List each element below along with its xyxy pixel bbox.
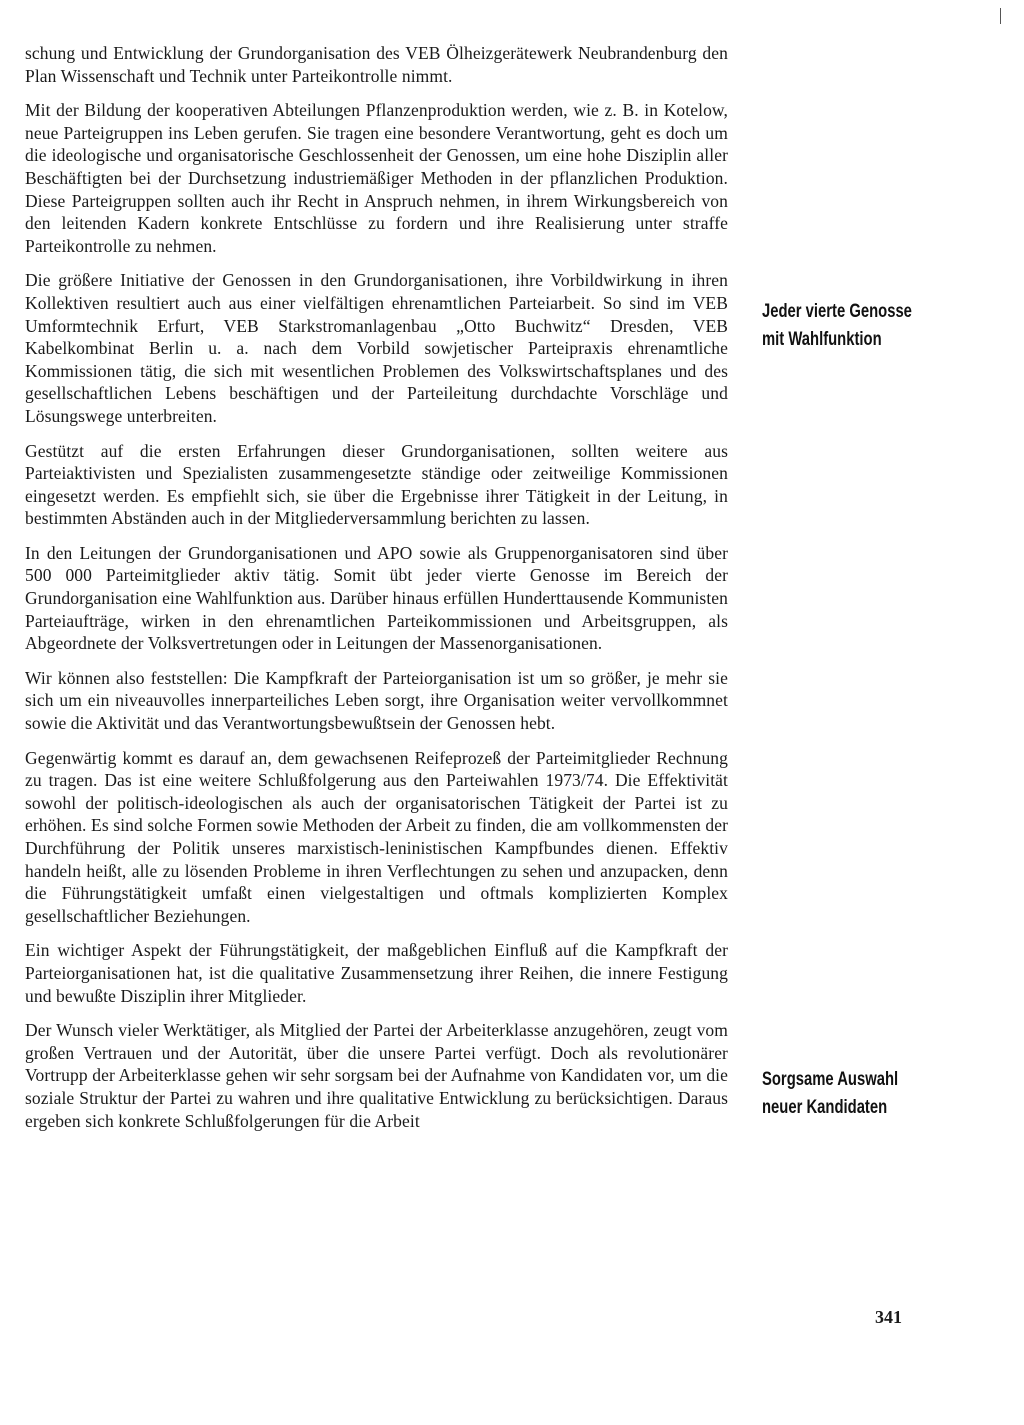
paragraph-9: Der Wunsch vieler Werktätiger, als Mitglied der Partei der Arbeiterklasse anzugehören, zeugt vom großen Vertrauen und der Autorität, über die unsere Partei verfügt. Doch als revolutionärer Vortrupp der Arbeiterklasse gehen wir sehr sorgsam bei der Aufnahme von Kandidaten vor, um die soziale Struktur der Partei zu wahren und ihre qualitative Entwicklung zu berücksichtigen. Daraus ergeben sich konkrete Schlußfolgerungen für die Arbeit (25, 1020, 728, 1131)
side-heading-kandidaten (762, 1066, 949, 1122)
edge-mark (1000, 8, 1001, 24)
paragraph-4: Gestützt auf die ersten Erfahrungen dieser Grundorganisationen, sollten weitere aus Parteiaktivisten und Spezialisten zusammengesetzte ständige oder zeitweilige Kommissionen eingesetzt werden. Es empfiehlt sich, sie über die Ergebnisse ihrer Tätigkeit in der Leitung, in bestimmten Abständen auch in der Mitgliederversammlung berichten zu lassen. (25, 440, 728, 529)
side-heading-line: Sorgsame Auswahl (762, 1069, 899, 1090)
side-heading-wahlfunktion (762, 298, 949, 354)
paragraph-1: schung und Entwicklung der Grundorganisation des VEB Ölheizgerätewerk Neubrandenburg den Plan Wissenschaft und Technik unter Parteikontrolle nimmt. (25, 43, 728, 86)
paragraph-5: In den Leitungen der Grundorganisationen und APO sowie als Gruppenorganisatoren sind über 500 000 Parteimitglieder aktiv tätig. Somit übt jeder vierte Genosse im Bereich der Grundorganisation eine Wahlfunktion aus. Darüber hinaus erfüllen Hunderttausende Kommunisten Parteiaufträge, wirken in den ehrenamtlichen Parteikommissionen und Arbeitsgruppen, als Abgeordnete der Volksvertretungen oder in Leitungen der Massenorganisationen. (25, 542, 728, 654)
paragraph-6: Wir können also feststellen: Die Kampfkraft der Parteiorganisation ist um so größer, je mehr sie sich um ein niveauvolles innerparteiliches Leben sorgt, ihre Organisation weiter vervollkommnet sowie die Aktivität und das Verantwortungsbewußtsein der Genossen hebt. (25, 667, 728, 734)
body-text (25, 42, 728, 1142)
paragraph-2: Mit der Bildung der kooperativen Abteilungen Pflanzenproduktion werden, wie z. B. in Kotelow, neue Parteigruppen ins Leben gerufen. Sie tragen eine besondere Verantwortung, geht es doch um die ideologische und organisatorische Geschlossenheit der Genossen, um eine hohe Disziplin aller Beschäftigten bei der Durchsetzung industriemäßiger Methoden in der pflanzlichen Produktion. Diese Parteigruppen sollten auch ihr Recht in Anspruch nehmen, in ihrem Wirkungsbereich von den leitenden Kadern konkrete Entschlüsse zu fordern und ihre Realisierung unter straffe Parteikontrolle zu nehmen. (25, 100, 728, 256)
side-heading-line: Jeder vierte Genosse (762, 301, 912, 322)
side-heading-line: mit Wahlfunktion (762, 329, 882, 350)
page-number: 341 (875, 1307, 902, 1327)
paragraph-7: Gegenwärtig kommt es darauf an, dem gewachsenen Reifeprozeß der Parteimitglieder Rechnung zu tragen. Das ist eine weitere Schlußfolgerung aus den Parteiwahlen 1973/74. Die Effektivität sowohl der politisch-ideologischen als auch der organisatorischen Tätigkeit der Partei ist zu erhöhen. Es sind solche Formen sowie Methoden der Arbeit zu finden, die am vollkommensten der Durchführung der Politik unseres marxistisch-leninistischen Kampfbundes dienen. Effektiv handeln heißt, alle zu lösenden Probleme in ihren Verflechtungen zu sehen und anzupacken, denn die Führungstätigkeit umfaßt einen vielgestaltigen und oftmals komplizierten Komplex gesellschaftlicher Beziehungen. (25, 747, 728, 926)
paragraph-8: Ein wichtiger Aspekt der Führungstätigkeit, der maßgeblichen Einfluß auf die Kampfkraft der Parteiorganisationen hat, ist die qualitative Zusammensetzung ihrer Reihen, die innere Festigung und bewußte Disziplin ihrer Mitglieder. (25, 940, 728, 1006)
paragraph-3: Die größere Initiative der Genossen in den Grundorganisationen, ihre Vorbildwirkung in ihren Kollektiven resultiert auch aus einer vielfältigen ehrenamtlichen Parteiarbeit. So sind im VEB Umformtechnik Erfurt, VEB Starkstromanlagenbau „Otto Buchwitz“ Dresden, VEB Kabelkombinat Berlin u. a. nach dem Vorbild sowjetischer Parteipraxis ehrenamtliche Kommissionen tätig, die sich mit wesentlichen Problemen des Volkswirtschaftsplanes und des gesellschaftlichen Lebens beschäftigen und der Parteileitung durchdachte Vorschläge und Lösungswege unterbreiten. (25, 270, 728, 426)
side-heading-line: neuer Kandidaten (762, 1097, 888, 1118)
